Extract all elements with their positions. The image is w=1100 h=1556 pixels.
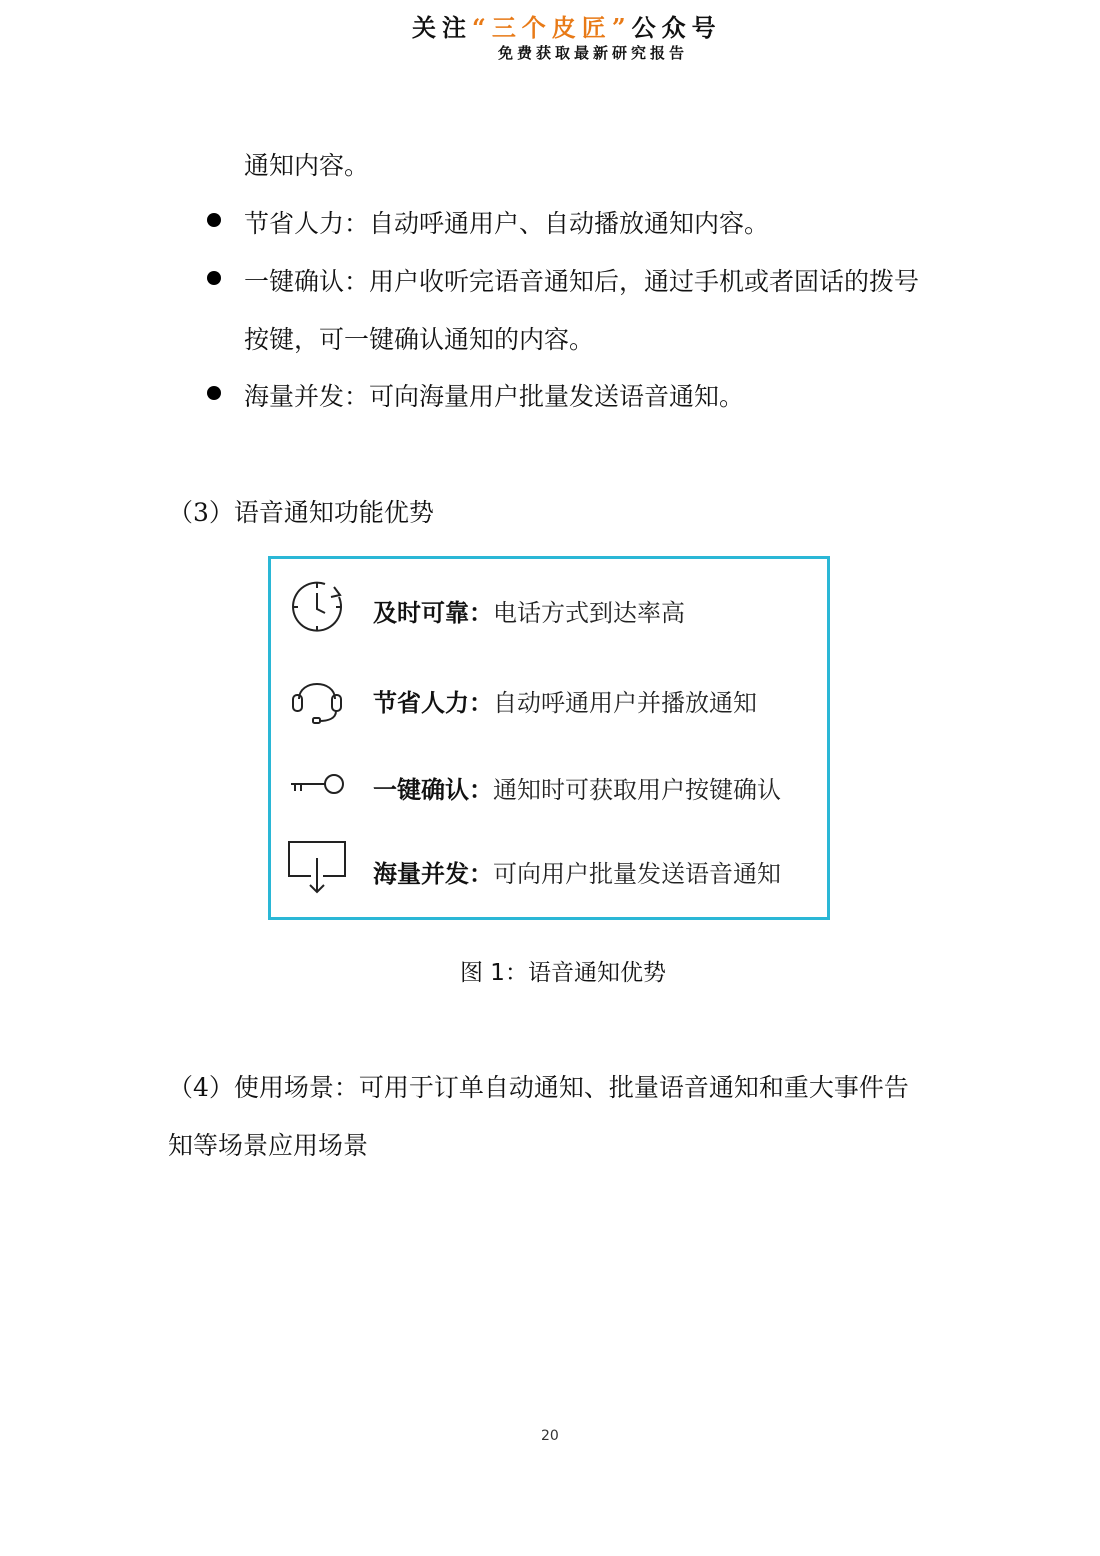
bullet-item: 节省人力：自动呼通用户、自动播放通知内容。	[244, 209, 770, 238]
download-box-icon	[285, 836, 349, 900]
figure-caption: 图 1：语音通知优势	[460, 960, 666, 986]
page-number: 20	[541, 1428, 559, 1444]
clock-icon	[285, 575, 349, 639]
header-prefix: 关注	[412, 13, 472, 42]
advantage-text	[373, 854, 781, 889]
header-tagline: 免费获取最新研究报告	[498, 44, 689, 62]
header-quote-close: ”	[611, 13, 632, 42]
advantage-row	[271, 752, 833, 822]
bullet-dot	[207, 271, 221, 285]
key-icon	[285, 752, 349, 816]
bullet-dot	[207, 213, 221, 227]
bullet-item: 一键确认：用户收听完语音通知后，通过手机或者固话的拨号	[244, 267, 920, 296]
advantage-title: 海量并发	[373, 860, 469, 888]
advantage-text	[373, 770, 781, 805]
continuation-text: 通知内容。	[244, 151, 370, 180]
advantage-sep: ：	[469, 599, 493, 627]
header-promo	[412, 8, 722, 43]
advantage-desc: 可向用户批量发送语音通知	[493, 860, 781, 888]
advantage-title: 节省人力	[373, 689, 469, 717]
advantage-sep: ：	[469, 689, 493, 717]
advantage-sep: ：	[469, 860, 493, 888]
advantage-text	[373, 593, 685, 628]
header-suffix: 公众号	[631, 13, 722, 42]
advantage-row	[271, 575, 833, 645]
section-heading: （4）使用场景：可用于订单自动通知、批量语音通知和重大事件告	[168, 1073, 909, 1102]
advantage-row	[271, 665, 833, 735]
bullet-dot	[207, 386, 221, 400]
headset-icon	[285, 665, 349, 729]
advantage-desc: 自动呼通用户并播放通知	[493, 689, 757, 717]
header-quote-open: “	[472, 13, 492, 42]
advantage-title: 及时可靠	[373, 599, 469, 627]
bullet-item-continuation: 按键，可一键确认通知的内容。	[244, 325, 595, 354]
advantage-desc: 电话方式到达率高	[493, 599, 685, 627]
advantage-sep: ：	[469, 776, 493, 804]
advantage-text	[373, 683, 757, 718]
advantage-title: 一键确认	[373, 776, 469, 804]
section-heading: （3）语音通知功能优势	[168, 498, 434, 527]
advantages-figure	[268, 556, 830, 920]
bullet-item: 海量并发：可向海量用户批量发送语音通知。	[244, 382, 745, 411]
advantage-row	[271, 836, 833, 906]
advantage-desc: 通知时可获取用户按键确认	[493, 776, 781, 804]
header-brand: 三个皮匠	[491, 13, 612, 42]
section-text-continuation: 知等场景应用场景	[168, 1131, 369, 1160]
